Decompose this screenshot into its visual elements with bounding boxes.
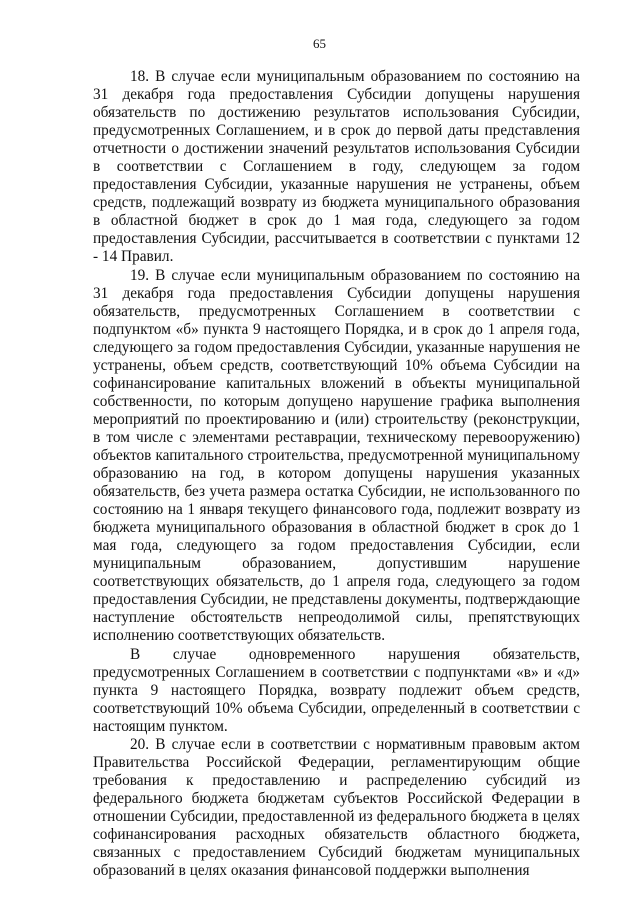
- paragraph-19: 19. В случае если муниципальным образованием по состоянию на 31 декабря года предоставления Субсидии допущены нарушения обязательств, предусмотренных Соглашением в соответствии с подпунктом «б» пункта 9 настоящего Порядка, и в срок до 1 апреля года, следующего за годом предоставления Субсидии, указанные нарушения не устранены, объем средств, соответствующий 10% объема Субсидии на софинансирование капитальных вложений в объекты муниципальной собственности, по которым допущено нарушение графика выполнения мероприятий по проектированию и (или) строительству (реконструкции, в том числе с элементами реставрации, техническому перевооружению) объектов капитального строительства, предусмотренной муниципальному образованию на год, в котором допущены нарушения указанных обязательств, без учета размера остатка Субсидии, не использованного по состоянию на 1 января текущего финансового года, подлежит возврату из бюджета муниципального образования в областной бюджет в срок до 1 мая года, следующего за годом предоставления Субсидии, если муниципальным образованием, допустившим нарушение соответствующих обязательств, до 1 апреля года, следующего за годом предоставления Субсидии, не представлены документы, подтверждающие наступление обстоятельств непреодолимой силы, препятствующих исполнению соответствующих обязательств.: [93, 266, 580, 645]
- paragraph-20: 20. В случае если в соответствии с нормативным правовым актом Правительства Российской Федерации, регламентирующим общие требования к предоставлению и распределению субсидий из федерального бюджета бюджетам субъектов Российской Федерации в отношении Субсидии, предоставленной из федерального бюджета в целях софинансирования расходных обязательств областного бюджета, связанных с предоставлением Субсидий бюджетам муниципальных образований в целях оказания финансовой поддержки выполнения: [93, 735, 580, 880]
- paragraph-19-continuation: В случае одновременного нарушения обязательств, предусмотренных Соглашением в соответствии с подпунктами «в» и «д» пункта 9 настоящего Порядка, возврату подлежит объем средств, соответствующий 10% объема Субсидии, определенный в соответствии с настоящим пунктом.: [93, 645, 580, 735]
- page-number: 65: [313, 36, 326, 51]
- document-body: [93, 68, 580, 880]
- paragraph-18: 18. В случае если муниципальным образованием по состоянию на 31 декабря года предоставления Субсидии допущены нарушения обязательств по достижению результатов использования Субсидии, предусмотренных Соглашением, и в срок до первой даты представления отчетности о достижении значений результатов использования Субсидии в соответствии с Соглашением в году, следующем за годом предоставления Субсидии, указанные нарушения не устранены, объем средств, подлежащий возврату из бюджета муниципального образования в областной бюджет в срок до 1 мая года, следующего за годом предоставления Субсидии, рассчитывается в соответствии с пунктами 12 - 14 Правил.: [93, 68, 580, 266]
